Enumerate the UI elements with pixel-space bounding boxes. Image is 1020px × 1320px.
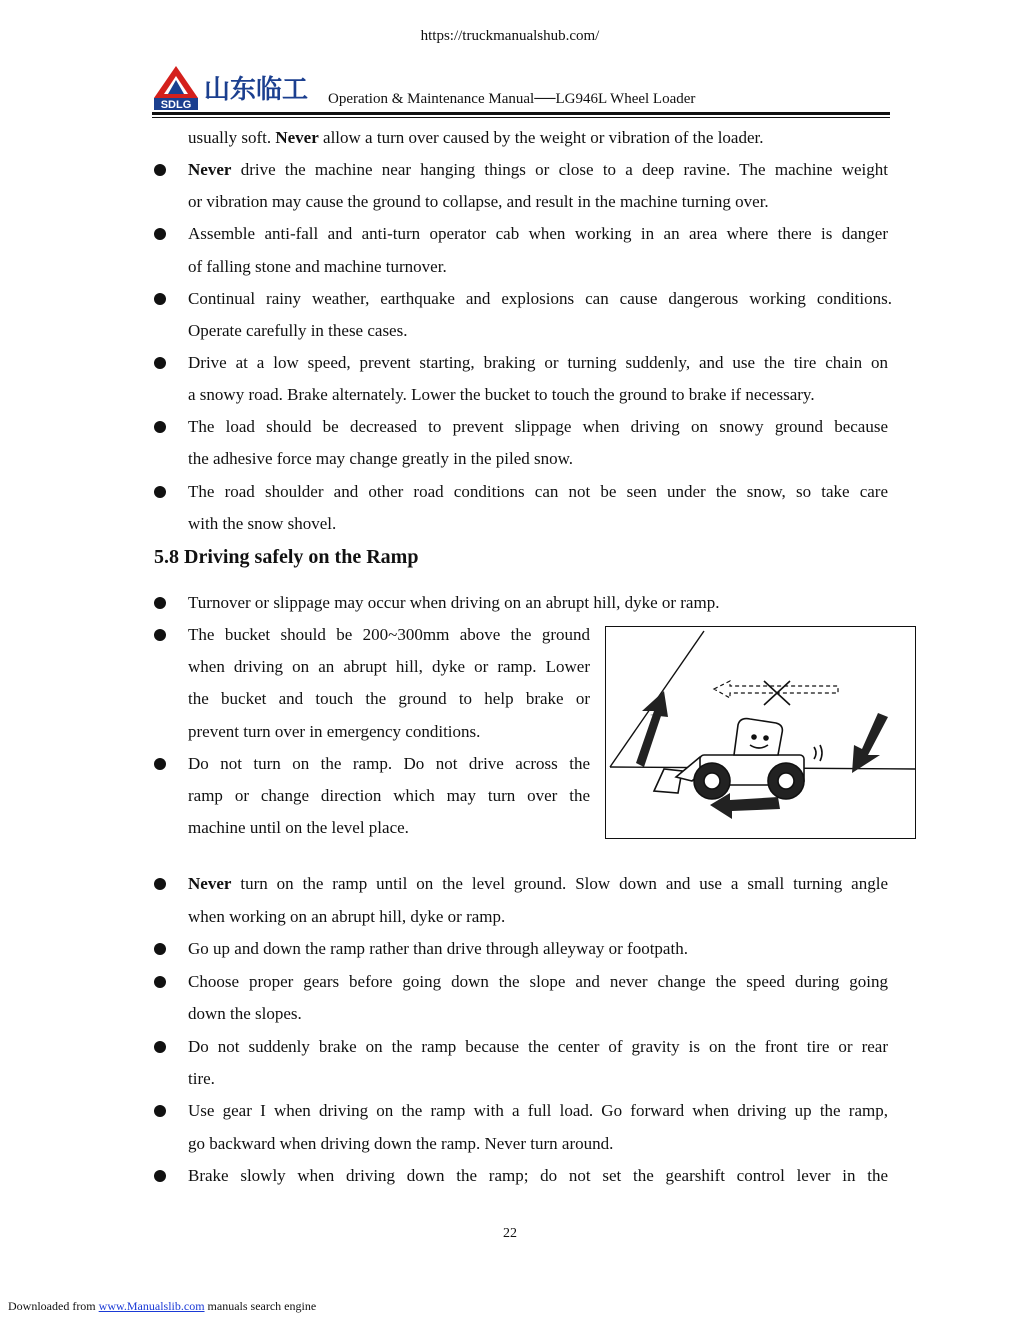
list-item: Never drive the machine near hanging things or close to a deep ravine. The machine weight — [188, 160, 888, 179]
arrow-up-icon — [636, 691, 668, 767]
list-item-cont: when working on an abrupt hill, dyke or ramp. — [188, 907, 506, 926]
section-heading: 5.8 Driving safely on the Ramp — [154, 546, 419, 568]
list-item-cont: ramp or change direction which may turn over the — [188, 786, 590, 805]
source-url[interactable]: https://truckmanualshub.com/ — [420, 28, 600, 44]
bullet — [154, 629, 166, 641]
logo-text: 山东临工 — [204, 75, 309, 105]
list-item: The bucket should be 200~300mm above the ground — [188, 625, 590, 644]
page-number: 22 — [503, 1226, 517, 1241]
bullet — [154, 1041, 166, 1053]
bullet — [154, 597, 166, 609]
model-name: LG946L Wheel Loader — [555, 91, 696, 107]
list-item-cont: the bucket and touch the ground to help brake or — [188, 689, 590, 708]
dashed-arrow-icon — [714, 681, 838, 698]
manual-title: Operation & Maintenance Manual — [328, 91, 535, 107]
list-item: Do not turn on the ramp. Do not drive across the — [188, 754, 590, 773]
bullet — [154, 878, 166, 890]
list-item-cont: with the snow shovel. — [188, 514, 337, 533]
title-dash: ── — [534, 91, 556, 107]
bullet — [154, 228, 166, 240]
list-item-cont: when driving on an abrupt hill, dyke or ramp. Lower — [188, 657, 590, 676]
bullet — [154, 1105, 166, 1117]
list-item-cont: machine until on the level place. — [188, 818, 409, 837]
list-item-cont: go backward when driving down the ramp. Never turn around. — [188, 1134, 614, 1153]
sdlg-logo — [152, 64, 317, 112]
list-item: Do not suddenly brake on the ramp because the center of gravity is on the front tire or rear — [188, 1037, 888, 1056]
bullet — [154, 293, 166, 305]
list-item: Turnover or slippage may occur when driving on an abrupt hill, dyke or ramp. — [188, 593, 720, 612]
list-item: Continual rainy weather, earthquake and explosions can cause dangerous working conditions. — [188, 289, 892, 308]
list-item: Use gear I when driving on the ramp with a full load. Go forward when driving up the ramp, — [188, 1101, 888, 1120]
arrow-down-icon — [852, 713, 888, 773]
header-title — [328, 91, 695, 108]
list-item: Never turn on the ramp until on the level ground. Slow down and use a small turning angle — [188, 874, 888, 893]
header-rule — [152, 112, 890, 115]
list-item-cont: prevent turn over in emergency conditions. — [188, 722, 481, 741]
list-item-cont: Operate carefully in these cases. — [188, 321, 408, 340]
bullet — [154, 164, 166, 176]
list-item: Brake slowly when driving down the ramp; do not set the gearshift control lever in the — [188, 1166, 888, 1185]
page-header — [152, 64, 890, 114]
download-footer: Downloaded from www.Manualslib.com manuals search engine — [8, 1299, 317, 1313]
list-item: The road shoulder and other road conditions can not be seen under the snow, so take care — [188, 482, 888, 501]
bullet — [154, 976, 166, 988]
bullet — [154, 421, 166, 433]
bullet — [154, 1170, 166, 1182]
bullet — [154, 943, 166, 955]
bullet — [154, 486, 166, 498]
list-item-cont: tire. — [188, 1069, 215, 1088]
list-item: Assemble anti-fall and anti-turn operator cab when working in an area where there is danger — [188, 224, 888, 243]
list-item-cont: a snowy road. Brake alternately. Lower the bucket to touch the ground to brake if necessary. — [188, 385, 815, 404]
list-item: Drive at a low speed, prevent starting, braking or turning suddenly, and use the tire chain on — [188, 353, 888, 372]
bullet — [154, 357, 166, 369]
list-item: The load should be decreased to prevent slippage when driving on snowy ground because — [188, 417, 888, 436]
continued-text: usually soft. Never allow a turn over caused by the weight or vibration of the loader. — [188, 128, 764, 147]
header-rule-thin — [152, 117, 890, 118]
list-item: Choose proper gears before going down the slope and never change the speed during going — [188, 972, 888, 991]
ramp-illustration — [605, 626, 916, 839]
list-item-cont: the adhesive force may change greatly in the piled snow. — [188, 449, 574, 468]
bullet — [154, 758, 166, 770]
list-item-cont: or vibration may cause the ground to collapse, and result in the machine turning over. — [188, 192, 769, 211]
loader-icon — [654, 719, 822, 799]
loader-on-ramp-icon — [606, 627, 915, 838]
list-item: Go up and down the ramp rather than drive through alleyway or footpath. — [188, 939, 688, 958]
list-item-cont: of falling stone and machine turnover. — [188, 257, 447, 276]
logo-abbr: SDLG — [160, 99, 192, 111]
manualslib-link[interactable]: www.Manualslib.com — [98, 1299, 205, 1313]
list-item-cont: down the slopes. — [188, 1004, 302, 1023]
